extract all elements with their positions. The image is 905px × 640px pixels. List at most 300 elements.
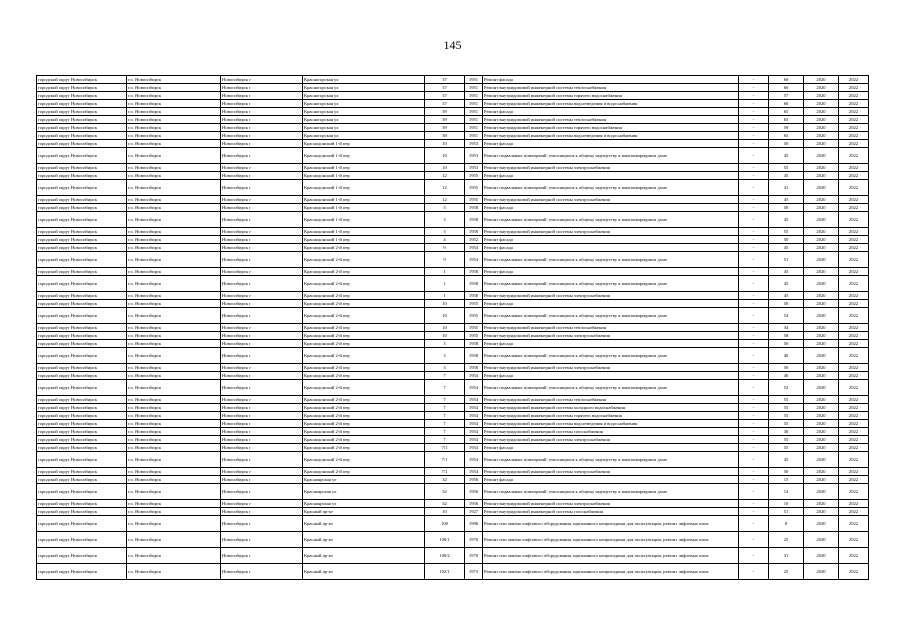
city-cell: Новосибирск г <box>221 444 303 452</box>
start-year-cell: 2020 <box>804 452 839 468</box>
district-cell: г.о. Новосибирск <box>127 92 221 100</box>
house-number-cell: 32 <box>425 500 465 508</box>
city-cell: Новосибирск г <box>221 308 303 324</box>
build-year-cell: 1958 <box>465 348 483 364</box>
municipality-cell: городской округ Новосибирск <box>37 124 127 132</box>
amount-cell: 65 <box>769 116 804 124</box>
work-type-cell: Ремонт фасада <box>483 372 739 380</box>
house-number-cell: 100 <box>425 516 465 532</box>
street-cell: Краснодонский 2-й пер <box>303 308 425 324</box>
district-cell: г.о. Новосибирск <box>127 516 221 532</box>
work-type-cell: Ремонт подвальных помещений, относящихся к общему имуществу в многоквартирном доме <box>483 180 739 196</box>
start-year-cell: 2020 <box>804 92 839 100</box>
start-year-cell: 2020 <box>804 444 839 452</box>
amount-cell: 45 <box>769 196 804 204</box>
street-cell: Красный пр-кт <box>303 508 425 516</box>
table-row <box>37 444 869 452</box>
start-year-cell: 2020 <box>804 76 839 84</box>
house-number-cell: 7 <box>425 412 465 420</box>
house-number-cell: 32 <box>425 484 465 500</box>
end-year-cell: 2022 <box>839 228 869 236</box>
house-number-cell: 3 <box>425 204 465 212</box>
amount-cell: 10 <box>769 500 804 508</box>
start-year-cell: 2020 <box>804 100 839 108</box>
build-year-cell: 1958 <box>465 268 483 276</box>
house-number-cell: 3 <box>425 364 465 372</box>
house-number-cell: 10 <box>425 148 465 164</box>
city-cell: Новосибирск г <box>221 236 303 244</box>
build-year-cell: 1951 <box>465 76 483 84</box>
start-year-cell: 2020 <box>804 324 839 332</box>
house-number-cell: 3 <box>425 212 465 228</box>
dash-cell: - <box>739 108 769 116</box>
start-year-cell: 2020 <box>804 212 839 228</box>
build-year-cell: 1958 <box>465 212 483 228</box>
district-cell: г.о. Новосибирск <box>127 332 221 340</box>
start-year-cell: 2020 <box>804 412 839 420</box>
city-cell: Новосибирск г <box>221 132 303 140</box>
build-year-cell: 1954 <box>465 412 483 420</box>
house-number-cell: 9 <box>425 252 465 268</box>
dash-cell: - <box>739 348 769 364</box>
table-row <box>37 164 869 172</box>
city-cell: Новосибирск г <box>221 276 303 292</box>
district-cell: г.о. Новосибирск <box>127 124 221 132</box>
end-year-cell: 2022 <box>839 172 869 180</box>
dash-cell: - <box>739 76 769 84</box>
street-cell: Краснодонский 2-й пер <box>303 396 425 404</box>
build-year-cell: 1954 <box>465 436 483 444</box>
district-cell: г.о. Новосибирск <box>127 212 221 228</box>
build-year-cell: 1954 <box>465 468 483 476</box>
work-type-cell: Ремонт подвальных помещений, относящихся к общему имуществу в многоквартирном доме <box>483 348 739 364</box>
start-year-cell: 2020 <box>804 308 839 324</box>
city-cell: Новосибирск г <box>221 204 303 212</box>
start-year-cell: 2020 <box>804 332 839 340</box>
work-type-cell: Ремонт фасада <box>483 268 739 276</box>
house-number-cell: 4 <box>425 236 465 244</box>
district-cell: г.о. Новосибирск <box>127 412 221 420</box>
amount-cell: 55 <box>769 164 804 172</box>
amount-cell: 55 <box>769 412 804 420</box>
work-type-cell: Ремонт фасада <box>483 236 739 244</box>
street-cell: Краснодонский 2-й пер <box>303 300 425 308</box>
amount-cell: 45 <box>769 172 804 180</box>
city-cell: Новосибирск г <box>221 84 303 92</box>
house-number-cell: 7 <box>425 372 465 380</box>
build-year-cell: 1958 <box>465 228 483 236</box>
end-year-cell: 2022 <box>839 132 869 140</box>
district-cell: г.о. Новосибирск <box>127 396 221 404</box>
work-type-cell: Ремонт подвальных помещений, относящихся к общему имуществу в многоквартирном доме <box>483 212 739 228</box>
municipality-cell: городской округ Новосибирск <box>37 180 127 196</box>
dash-cell: - <box>739 404 769 412</box>
build-year-cell: 1956 <box>465 484 483 500</box>
amount-cell: 50 <box>769 300 804 308</box>
street-cell: Краснодонский 1-й пер <box>303 140 425 148</box>
start-year-cell: 2020 <box>804 196 839 204</box>
amount-cell: 60 <box>769 76 804 84</box>
house-number-cell: 7 <box>425 420 465 428</box>
house-number-cell: 3 <box>425 228 465 236</box>
work-type-cell: Ремонт внутридомовой инженерной системы электроснабжения <box>483 292 739 300</box>
street-cell: Краснодонский 2-й пер <box>303 252 425 268</box>
start-year-cell: 2020 <box>804 172 839 180</box>
work-type-cell: Ремонт подвальных помещений, относящихся к общему имуществу в многоквартирном доме <box>483 276 739 292</box>
street-cell: Красногорская ул <box>303 84 425 92</box>
house-number-cell: 7 <box>425 428 465 436</box>
street-cell: Красноярская ул <box>303 500 425 508</box>
house-number-cell: 1 <box>425 292 465 300</box>
work-type-cell: Ремонт внутридомовой инженерной системы теплоснабжения <box>483 324 739 332</box>
build-year-cell: 1953 <box>465 164 483 172</box>
municipality-cell: городской округ Новосибирск <box>37 340 127 348</box>
city-cell: Новосибирск г <box>221 340 303 348</box>
municipality-cell: городской округ Новосибирск <box>37 564 127 580</box>
municipality-cell: городской округ Новосибирск <box>37 476 127 484</box>
district-cell: г.о. Новосибирск <box>127 108 221 116</box>
build-year-cell: 1952 <box>465 236 483 244</box>
start-year-cell: 2020 <box>804 420 839 428</box>
city-cell: Новосибирск г <box>221 436 303 444</box>
end-year-cell: 2022 <box>839 436 869 444</box>
build-year-cell: 1953 <box>465 148 483 164</box>
table-row <box>37 124 869 132</box>
dash-cell: - <box>739 444 769 452</box>
work-type-cell: Ремонт фасада <box>483 476 739 484</box>
table-row <box>37 132 869 140</box>
street-cell: Краснодонский 1-й пер <box>303 164 425 172</box>
amount-cell: 50 <box>769 468 804 476</box>
build-year-cell: 1954 <box>465 444 483 452</box>
end-year-cell: 2022 <box>839 140 869 148</box>
amount-cell: 45 <box>769 244 804 252</box>
amount-cell: 60 <box>769 100 804 108</box>
work-type-cell: Ремонт внутридомовой инженерной системы электроснабжения <box>483 364 739 372</box>
city-cell: Новосибирск г <box>221 116 303 124</box>
district-cell: г.о. Новосибирск <box>127 132 221 140</box>
district-cell: г.о. Новосибирск <box>127 548 221 564</box>
dash-cell: - <box>739 164 769 172</box>
district-cell: г.о. Новосибирск <box>127 276 221 292</box>
end-year-cell: 2022 <box>839 116 869 124</box>
amount-cell: 55 <box>769 228 804 236</box>
dash-cell: - <box>739 244 769 252</box>
district-cell: г.о. Новосибирск <box>127 532 221 548</box>
end-year-cell: 2022 <box>839 468 869 476</box>
district-cell: г.о. Новосибирск <box>127 76 221 84</box>
amount-cell: 50 <box>769 340 804 348</box>
end-year-cell: 2022 <box>839 324 869 332</box>
dash-cell: - <box>739 380 769 396</box>
dash-cell: - <box>739 324 769 332</box>
municipality-cell: городской округ Новосибирск <box>37 516 127 532</box>
district-cell: г.о. Новосибирск <box>127 252 221 268</box>
table-row <box>37 340 869 348</box>
start-year-cell: 2020 <box>804 124 839 132</box>
municipality-cell: городской округ Новосибирск <box>37 76 127 84</box>
district-cell: г.о. Новосибирск <box>127 244 221 252</box>
amount-cell: 57 <box>769 92 804 100</box>
municipality-cell: городской округ Новосибирск <box>37 236 127 244</box>
house-number-cell: 39 <box>425 108 465 116</box>
city-cell: Новосибирск г <box>221 212 303 228</box>
table-row <box>37 500 869 508</box>
street-cell: Красногорская ул <box>303 132 425 140</box>
work-type-cell: Ремонт внутридомовой инженерной системы теплоснабжения <box>483 116 739 124</box>
end-year-cell: 2022 <box>839 148 869 164</box>
work-type-cell: Ремонт подвальных помещений, относящихся к общему имуществу в многоквартирном доме <box>483 308 739 324</box>
dash-cell: - <box>739 508 769 516</box>
work-type-cell: Ремонт внутридомовой инженерной системы электроснабжения <box>483 228 739 236</box>
build-year-cell: 1958 <box>465 340 483 348</box>
district-cell: г.о. Новосибирск <box>127 404 221 412</box>
work-type-cell: Ремонт внутридомовой инженерной системы электроснабжения <box>483 332 739 340</box>
build-year-cell: 1954 <box>465 252 483 268</box>
amount-cell: 55 <box>769 444 804 452</box>
build-year-cell: 1956 <box>465 500 483 508</box>
end-year-cell: 2022 <box>839 332 869 340</box>
amount-cell: 55 <box>769 404 804 412</box>
table-row <box>37 548 869 564</box>
dash-cell: - <box>739 340 769 348</box>
table-row <box>37 276 869 292</box>
amount-cell: 45 <box>769 212 804 228</box>
amount-cell: 45 <box>769 268 804 276</box>
dash-cell: - <box>739 196 769 204</box>
district-cell: г.о. Новосибирск <box>127 436 221 444</box>
city-cell: Новосибирск г <box>221 396 303 404</box>
municipality-cell: городской округ Новосибирск <box>37 140 127 148</box>
amount-cell: 34 <box>769 324 804 332</box>
city-cell: Новосибирск г <box>221 332 303 340</box>
build-year-cell: 1951 <box>465 100 483 108</box>
work-type-cell: Ремонт внутридомовой инженерной системы электроснабжения <box>483 500 739 508</box>
end-year-cell: 2022 <box>839 412 869 420</box>
municipality-cell: городской округ Новосибирск <box>37 348 127 364</box>
table-row <box>37 436 869 444</box>
street-cell: Краснодонский 2-й пер <box>303 444 425 452</box>
dash-cell: - <box>739 428 769 436</box>
work-type-cell: Ремонт внутридомовой инженерной системы водоотведения и водоснабжения <box>483 132 739 140</box>
work-type-cell: Ремонт внутридомовой инженерной системы горячего водоснабжения <box>483 124 739 132</box>
amount-cell: 45 <box>769 292 804 300</box>
house-number-cell: 32 <box>425 476 465 484</box>
start-year-cell: 2020 <box>804 548 839 564</box>
end-year-cell: 2022 <box>839 244 869 252</box>
street-cell: Краснодонский 1-й пер <box>303 196 425 204</box>
municipality-cell: городской округ Новосибирск <box>37 428 127 436</box>
dash-cell: - <box>739 100 769 108</box>
street-cell: Красноярская ул <box>303 484 425 500</box>
amount-cell: 15 <box>769 476 804 484</box>
work-type-cell: Ремонт внутридомовой инженерной системы теплоснабжения <box>483 396 739 404</box>
municipality-cell: городской округ Новосибирск <box>37 548 127 564</box>
table-row <box>37 380 869 396</box>
house-number-cell: 7/1 <box>425 452 465 468</box>
work-type-cell: Ремонт внутридомовой инженерной системы электроснабжения <box>483 468 739 476</box>
work-type-cell: Ремонт внутридомовой инженерной системы холодного водоснабжения <box>483 404 739 412</box>
end-year-cell: 2022 <box>839 500 869 508</box>
municipality-cell: городской округ Новосибирск <box>37 116 127 124</box>
build-year-cell: 1956 <box>465 476 483 484</box>
municipality-cell: городской округ Новосибирск <box>37 484 127 500</box>
street-cell: Краснодонский 2-й пер <box>303 404 425 412</box>
build-year-cell: 1976 <box>465 532 483 548</box>
dash-cell: - <box>739 172 769 180</box>
house-number-cell: 39 <box>425 124 465 132</box>
start-year-cell: 2020 <box>804 140 839 148</box>
build-year-cell: 1973 <box>465 564 483 580</box>
end-year-cell: 2022 <box>839 164 869 172</box>
street-cell: Красногорская ул <box>303 92 425 100</box>
district-cell: г.о. Новосибирск <box>127 164 221 172</box>
city-cell: Новосибирск г <box>221 372 303 380</box>
start-year-cell: 2020 <box>804 532 839 548</box>
city-cell: Новосибирск г <box>221 92 303 100</box>
build-year-cell: 1954 <box>465 428 483 436</box>
work-type-cell: Ремонт фасада <box>483 140 739 148</box>
municipality-cell: городской округ Новосибирск <box>37 244 127 252</box>
start-year-cell: 2020 <box>804 180 839 196</box>
build-year-cell: 1958 <box>465 204 483 212</box>
work-type-cell: Ремонт внутридомовой инженерной системы горячего водоснабжения <box>483 412 739 420</box>
city-cell: Новосибирск г <box>221 532 303 548</box>
city-cell: Новосибирск г <box>221 476 303 484</box>
municipality-cell: городской округ Новосибирск <box>37 228 127 236</box>
dash-cell: - <box>739 92 769 100</box>
work-type-cell: Ремонт подвальных помещений, относящихся к общему имуществу в многоквартирном доме <box>483 380 739 396</box>
city-cell: Новосибирск г <box>221 404 303 412</box>
amount-cell: 50 <box>769 236 804 244</box>
work-type-cell: Ремонт или замена лифтового оборудования, признанного непригодным для эксплуатации, ремонт лифтовых шахт <box>483 516 739 532</box>
table-row <box>37 452 869 468</box>
table-row <box>37 412 869 420</box>
amount-cell: 55 <box>769 436 804 444</box>
build-year-cell: 1953 <box>465 140 483 148</box>
city-cell: Новосибирск г <box>221 468 303 476</box>
build-year-cell: 1954 <box>465 452 483 468</box>
amount-cell: 30 <box>769 428 804 436</box>
work-type-cell: Ремонт фасада <box>483 108 739 116</box>
work-type-cell: Ремонт внутридомовой инженерной системы горячего водоснабжения <box>483 92 739 100</box>
amount-cell: 31 <box>769 548 804 564</box>
start-year-cell: 2020 <box>804 508 839 516</box>
amount-cell: 41 <box>769 180 804 196</box>
municipality-cell: городской округ Новосибирск <box>37 84 127 92</box>
municipality-cell: городской округ Новосибирск <box>37 252 127 268</box>
start-year-cell: 2020 <box>804 300 839 308</box>
work-type-cell: Ремонт внутридомовой инженерной системы водоотведения и водоснабжения <box>483 100 739 108</box>
start-year-cell: 2020 <box>804 564 839 580</box>
dash-cell: - <box>739 564 769 580</box>
city-cell: Новосибирск г <box>221 180 303 196</box>
start-year-cell: 2020 <box>804 340 839 348</box>
city-cell: Новосибирск г <box>221 268 303 276</box>
district-cell: г.о. Новосибирск <box>127 476 221 484</box>
start-year-cell: 2020 <box>804 108 839 116</box>
city-cell: Новосибирск г <box>221 164 303 172</box>
table-row <box>37 300 869 308</box>
table-row <box>37 420 869 428</box>
start-year-cell: 2020 <box>804 148 839 164</box>
end-year-cell: 2022 <box>839 548 869 564</box>
house-number-cell: 7 <box>425 396 465 404</box>
end-year-cell: 2022 <box>839 124 869 132</box>
build-year-cell: 1958 <box>465 364 483 372</box>
amount-cell: 8 <box>769 516 804 532</box>
start-year-cell: 2020 <box>804 268 839 276</box>
table-row <box>37 140 869 148</box>
amount-cell: 50 <box>769 140 804 148</box>
district-cell: г.о. Новосибирск <box>127 420 221 428</box>
end-year-cell: 2022 <box>839 92 869 100</box>
end-year-cell: 2022 <box>839 340 869 348</box>
end-year-cell: 2022 <box>839 180 869 196</box>
table-row <box>37 396 869 404</box>
street-cell: Красногорская ул <box>303 116 425 124</box>
house-number-cell: 7/1 <box>425 468 465 476</box>
table-row <box>37 116 869 124</box>
amount-cell: 40 <box>769 348 804 364</box>
table-row <box>37 404 869 412</box>
end-year-cell: 2022 <box>839 252 869 268</box>
dash-cell: - <box>739 236 769 244</box>
amount-cell: 55 <box>769 420 804 428</box>
amount-cell: 45 <box>769 452 804 468</box>
build-year-cell: 1955 <box>465 180 483 196</box>
work-type-cell: Ремонт фасада <box>483 444 739 452</box>
dash-cell: - <box>739 396 769 404</box>
amount-cell: 45 <box>769 276 804 292</box>
house-number-cell: 3 <box>425 348 465 364</box>
dash-cell: - <box>739 412 769 420</box>
end-year-cell: 2022 <box>839 204 869 212</box>
city-cell: Новосибирск г <box>221 100 303 108</box>
city-cell: Новосибирск г <box>221 300 303 308</box>
district-cell: г.о. Новосибирск <box>127 308 221 324</box>
dash-cell: - <box>739 268 769 276</box>
table-row <box>37 172 869 180</box>
table-row <box>37 84 869 92</box>
house-number-cell: 7 <box>425 404 465 412</box>
municipality-cell: городской округ Новосибирск <box>37 404 127 412</box>
city-cell: Новосибирск г <box>221 428 303 436</box>
build-year-cell: 1955 <box>465 332 483 340</box>
district-cell: г.о. Новосибирск <box>127 268 221 276</box>
table-row <box>37 308 869 324</box>
end-year-cell: 2022 <box>839 452 869 468</box>
street-cell: Краснодонский 1-й пер <box>303 180 425 196</box>
table-row <box>37 244 869 252</box>
table-row <box>37 148 869 164</box>
street-cell: Красный пр-кт <box>303 532 425 548</box>
municipality-cell: городской округ Новосибирск <box>37 300 127 308</box>
build-year-cell: 1955 <box>465 324 483 332</box>
amount-cell: 55 <box>769 396 804 404</box>
house-number-cell: 3 <box>425 340 465 348</box>
city-cell: Новосибирск г <box>221 380 303 396</box>
street-cell: Краснодонский 1-й пер <box>303 212 425 228</box>
start-year-cell: 2020 <box>804 468 839 476</box>
district-cell: г.о. Новосибирск <box>127 452 221 468</box>
dash-cell: - <box>739 364 769 372</box>
table-row <box>37 212 869 228</box>
house-number-cell: 7 <box>425 436 465 444</box>
district-cell: г.о. Новосибирск <box>127 484 221 500</box>
table-row <box>37 428 869 436</box>
street-cell: Краснодонский 1-й пер <box>303 228 425 236</box>
